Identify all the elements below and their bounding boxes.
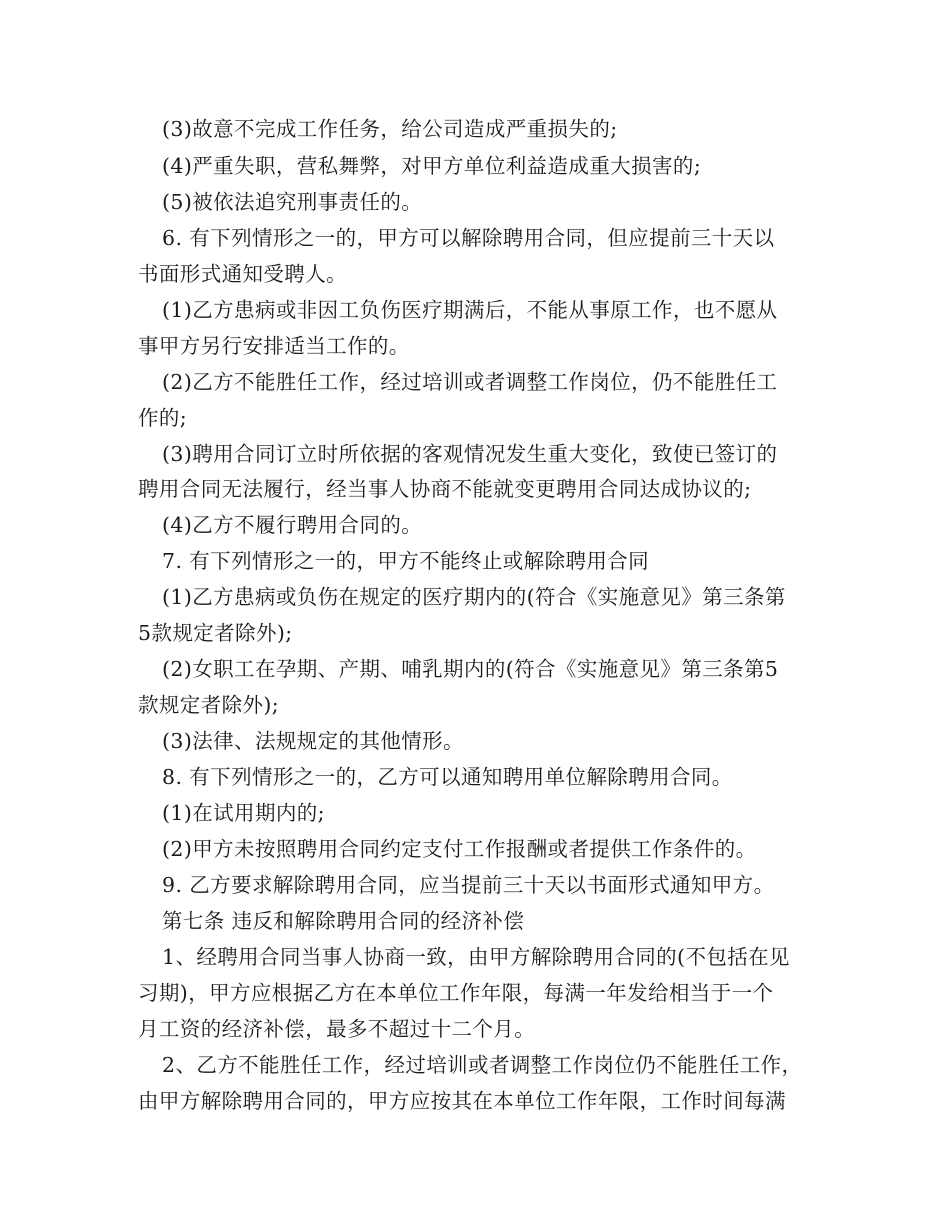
text-line: 书面形式通知受聘人。 xyxy=(138,262,347,286)
text-line: (4)严重失职，营私舞弊，对甲方单位利益造成重大损害的; xyxy=(162,154,702,178)
text-line: 月工资的经济补偿，最多不超过十二个月。 xyxy=(138,1017,536,1041)
text-line: (3)聘用合同订立时所依据的客观情况发生重大变化，致使已签订的 xyxy=(162,442,778,466)
text-line: 9. 乙方要求解除聘用合同，应当提前三十天以书面形式通知甲方。 xyxy=(162,873,775,897)
text-line: 由甲方解除聘用合同的，甲方应按其在本单位工作年限，工作时间每满 xyxy=(138,1089,786,1113)
text-line: 8. 有下列情形之一的，乙方可以通知聘用单位解除聘用合同。 xyxy=(162,765,733,789)
text-line: 聘用合同无法履行，经当事人协商不能就变更聘用合同达成协议的; xyxy=(138,477,752,501)
text-line: (3)故意不完成工作任务，给公司造成严重损失的; xyxy=(162,117,618,141)
text-line: (3)法律、法规规定的其他情形。 xyxy=(162,729,464,753)
text-line: 5款规定者除外); xyxy=(138,621,293,645)
text-line: 6. 有下列情形之一的，甲方可以解除聘用合同，但应提前三十天以 xyxy=(162,226,775,250)
text-line: 习期)，甲方应根据乙方在本单位工作年限，每满一年发给相当于一个 xyxy=(138,981,774,1005)
text-line: 款规定者除外); xyxy=(138,693,280,717)
text-line: (2)乙方不能胜任工作，经过培训或者调整工作岗位，仍不能胜任工 xyxy=(162,370,778,394)
text-line: (1)在试用期内的; xyxy=(162,801,325,825)
text-line: (5)被依法追究刑事责任的。 xyxy=(162,190,423,214)
text-line: 事甲方另行安排适当工作的。 xyxy=(138,334,410,358)
text-line: (1)乙方患病或负伤在规定的医疗期内的(符合《实施意见》第三条第 xyxy=(162,585,786,609)
section-heading: 第七条 违反和解除聘用合同的经济补偿 xyxy=(162,909,525,933)
text-line: (1)乙方患病或非因工负伤医疗期满后，不能从事原工作，也不愿从 xyxy=(162,298,778,322)
text-line: 作的; xyxy=(138,406,188,430)
text-line: (2)女职工在孕期、产期、哺乳期内的(符合《实施意见》第三条第5 xyxy=(162,657,779,681)
text-line: (2)甲方未按照聘用合同约定支付工作报酬或者提供工作条件的。 xyxy=(162,837,757,861)
text-line: 7. 有下列情形之一的，甲方不能终止或解除聘用合同 xyxy=(162,549,650,573)
text-line: 2、乙方不能胜任工作，经过培训或者调整工作岗位仍不能胜任工作， xyxy=(162,1053,803,1077)
text-line: (4)乙方不履行聘用合同的。 xyxy=(162,513,423,537)
text-line: 1、经聘用合同当事人协商一致，由甲方解除聘用合同的(不包括在见 xyxy=(162,945,790,969)
